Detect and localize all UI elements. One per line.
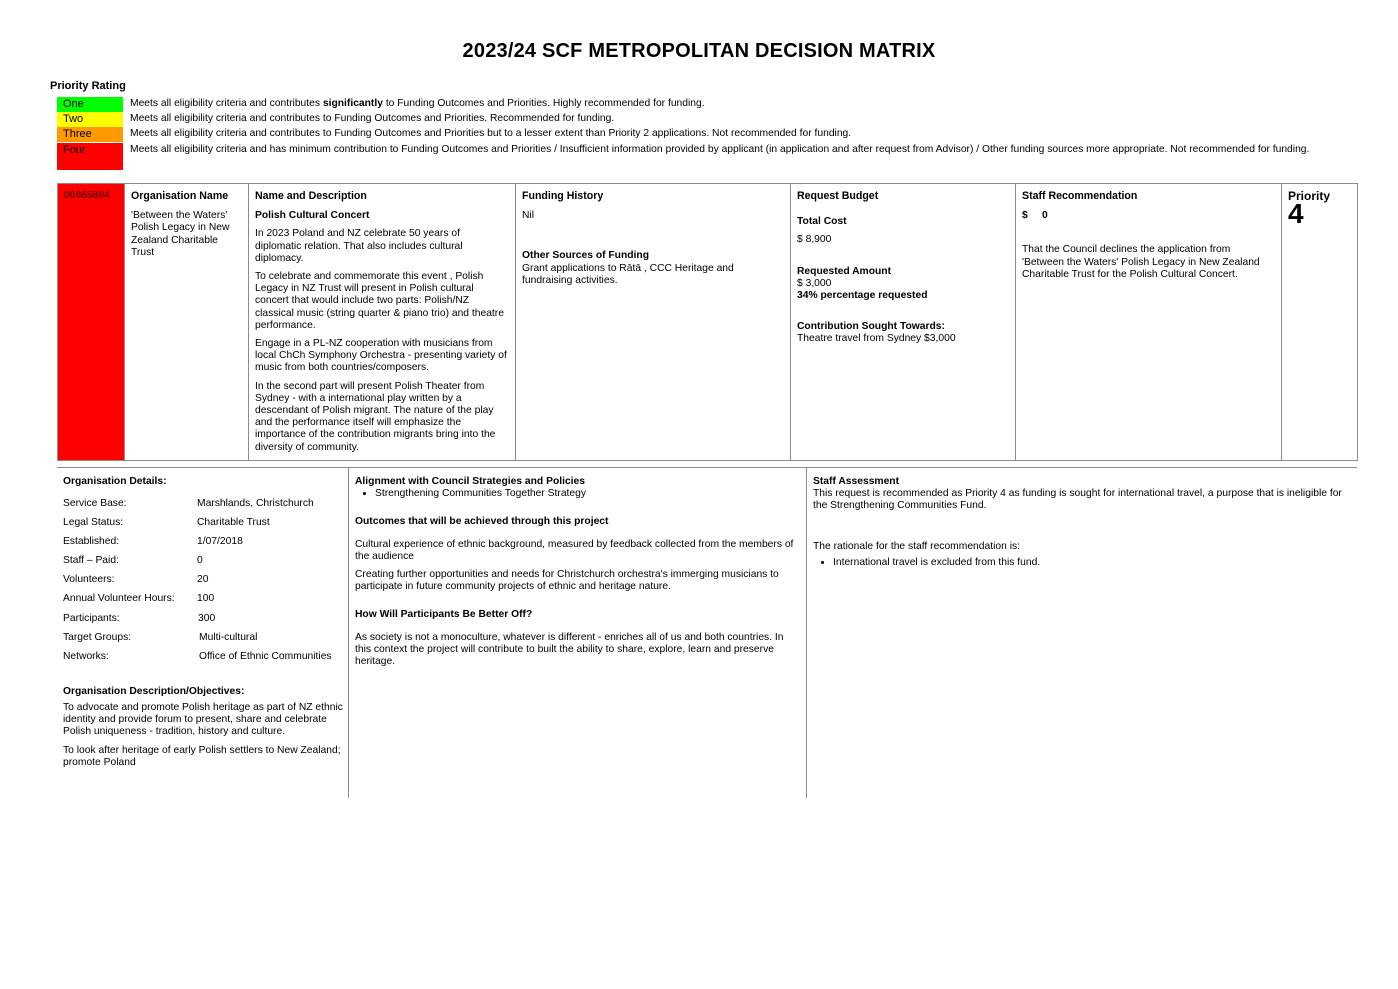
detail-value: Multi-cultural xyxy=(199,632,258,643)
alignment-list xyxy=(355,488,800,500)
better-off-heading: How Will Participants Be Better Off? xyxy=(355,609,533,621)
organisation-description xyxy=(63,702,343,775)
priority-swatch-one: One xyxy=(57,97,123,112)
organisation-description-heading: Organisation Description/Objectives: xyxy=(63,686,245,697)
alignment-item: • Strengthening Communities Together Strategy xyxy=(375,488,800,500)
detail-value: Marshlands, Christchurch xyxy=(197,498,314,509)
other-sources-value: Grant applications to Rātā , CCC Heritage and fundraising activities. xyxy=(522,262,734,286)
organisation-description-paragraph: To advocate and promote Polish heritage as part of NZ ethnic identity and provide forum to present, share and celebrate Polish uniqueness - tradition, history and culture. xyxy=(63,702,343,738)
application-table xyxy=(57,183,1358,461)
contribution-label: Contribution Sought Towards: xyxy=(797,321,945,333)
detail-row-staff-paid: Staff – Paid: xyxy=(63,555,119,566)
detail-value: 1/07/2018 xyxy=(197,536,243,547)
contribution-value: Theatre travel from Sydney $3,000 xyxy=(797,333,956,345)
priority-row-four xyxy=(57,143,1310,170)
application-id: 00065884 xyxy=(64,190,110,201)
detail-row-target-groups: Target Groups: xyxy=(63,632,132,643)
column-divider xyxy=(348,468,349,798)
request-budget-heading: Request Budget xyxy=(797,190,879,202)
staff-recommendation-heading: Staff Recommendation xyxy=(1022,190,1138,202)
better-off-text: As society is not a monoculture, whatever is different - enriches all of us and both countries. In this context the project will contribute to built the ability to share, explore, learn and preserve heritage. xyxy=(355,631,784,668)
detail-row-participants: Participants: xyxy=(63,613,120,624)
funding-history-cell xyxy=(516,184,791,461)
rationale-list xyxy=(813,557,1348,569)
detail-value: 0 xyxy=(197,555,203,566)
rationale-heading: The rationale for the staff recommendation is: xyxy=(813,540,1020,552)
detail-row-service-base: Service Base: xyxy=(63,498,127,509)
funding-history-value: Nil xyxy=(522,210,535,222)
staff-recommendation-cell xyxy=(1016,184,1282,461)
rationale-item: • International travel is excluded from this fund. xyxy=(833,557,1348,569)
priority-swatch-four: Four xyxy=(57,143,123,170)
priority-row-one xyxy=(57,97,1307,112)
detail-row-established: Established: xyxy=(63,536,120,547)
total-cost-value: $ 8,900 xyxy=(797,234,832,246)
detail-value: 100 xyxy=(197,593,215,604)
total-cost-label: Total Cost xyxy=(797,216,847,228)
detail-value: 20 xyxy=(197,574,209,585)
priority-text-two: Meets all eligibility criteria and contributes to Funding Outcomes and Priorities. Recommended for funding. xyxy=(130,113,615,124)
alignment-section xyxy=(355,476,800,674)
priority-row-two xyxy=(57,112,1307,127)
priority-value: 4 xyxy=(1288,198,1304,230)
application-id-cell xyxy=(58,184,125,461)
other-sources-heading: Other Sources of Funding xyxy=(522,250,649,262)
description-paragraph: In 2023 Poland and NZ celebrate 50 years of diplomatic relation. That also includes cultural diplomacy. xyxy=(255,228,463,264)
outcome-paragraph: Creating further opportunities and needs for Christchurch orchestra's immerging musicians to participate in future community projects of ethnic and heritage nature. xyxy=(355,569,779,593)
description-heading: Name and Description xyxy=(255,190,367,202)
organisation-name-heading: Organisation Name xyxy=(131,190,229,202)
priority-text-three: Meets all eligibility criteria and contributes to Funding Outcomes and Priorities but to a lesser extent than Priority 2 applications. Not recommended for funding. xyxy=(130,128,852,139)
detail-row-legal-status: Legal Status: xyxy=(63,517,124,528)
request-budget-cell xyxy=(791,184,1016,461)
requested-amount-label: Requested Amount xyxy=(797,265,892,277)
staff-assessment-heading: Staff Assessment xyxy=(813,476,900,487)
column-divider xyxy=(806,468,807,798)
alignment-heading: Alignment with Council Strategies and Policies xyxy=(355,476,586,487)
priority-text-four: Meets all eligibility criteria and has minimum contribution to Funding Outcomes and Priorities / Insufficient information provided by applicant (in application and after request from Advisor) / Other funding sources more appropriate. Not recommended for funding. xyxy=(130,144,1310,155)
staff-assessment-section xyxy=(813,476,1348,569)
description-paragraph: In the second part will present Polish Theater from Sydney - with a international play written by a descendant of Polish migrant. The nature of the play and the performance itself will emphasize the importance of the contribution migrants bring into the diversity of community. xyxy=(255,380,496,453)
page-title: 2023/24 SCF METROPOLITAN DECISION MATRIX xyxy=(462,40,936,62)
requested-amount-value: $ 3,000 xyxy=(797,277,832,289)
project-name: Polish Cultural Concert xyxy=(255,210,370,222)
detail-row-networks: Networks: xyxy=(63,651,109,662)
outcomes-heading: Outcomes that will be achieved through this project xyxy=(355,516,609,528)
section-divider xyxy=(57,467,1357,468)
detail-row-volunteers: Volunteers: xyxy=(63,574,115,585)
detail-value: 300 xyxy=(198,613,216,624)
priority-text-one: Meets all eligibility criteria and contributes significantly to Funding Outcomes and Priorities. Highly recommended for funding. xyxy=(130,98,705,109)
organisation-name-cell xyxy=(125,184,249,461)
organisation-name: 'Between the Waters' Polish Legacy in New Zealand Charitable Trust xyxy=(131,210,230,258)
organisation-details-heading: Organisation Details: xyxy=(63,476,167,487)
percent-requested: 34% percentage requested xyxy=(797,290,928,302)
detail-value: Charitable Trust xyxy=(197,517,270,528)
priority-swatch-two: Two xyxy=(57,112,123,127)
priority-heading: Priority xyxy=(1288,189,1331,203)
detail-value: Office of Ethnic Communities xyxy=(199,651,332,662)
organisation-description-paragraph: To look after heritage of early Polish settlers to New Zealand; promote Poland xyxy=(63,744,341,768)
priority-swatch-three: Three xyxy=(57,127,123,142)
description-paragraph: Engage in a PL-NZ cooperation with musicians from local ChCh Symphony Orchestra - presenting variety of music from both countries/composers. xyxy=(255,338,507,374)
priority-rating-heading: Priority Rating xyxy=(50,80,126,92)
priority-row-three xyxy=(57,127,1307,142)
funding-history-heading: Funding History xyxy=(522,190,604,202)
priority-cell xyxy=(1282,184,1358,461)
staff-assessment-text: This request is recommended as Priority 4 as funding is sought for international travel, a purpose that is ineligible for the Strengthening Communities Fund. xyxy=(813,488,1342,512)
staff-recommendation-amount: $ 0 xyxy=(1022,210,1048,222)
outcome-paragraph: Cultural experience of ethnic background, measured by feedback collected from the members of the audience xyxy=(355,538,794,562)
staff-recommendation-text: That the Council declines the application from 'Between the Waters' Polish Legacy in New Zealand Charitable Trust for the Polish Cultural Concert. xyxy=(1022,244,1260,280)
description-paragraph: To celebrate and commemorate this event , Polish Legacy in NZ Trust will present in Polish cultural concert that would include two parts: Polish/NZ classical music (string quarter & piano trio) and theatre performance. xyxy=(255,271,504,331)
detail-row-volunteer-hours: Annual Volunteer Hours: xyxy=(63,593,175,604)
description-cell xyxy=(249,184,516,461)
